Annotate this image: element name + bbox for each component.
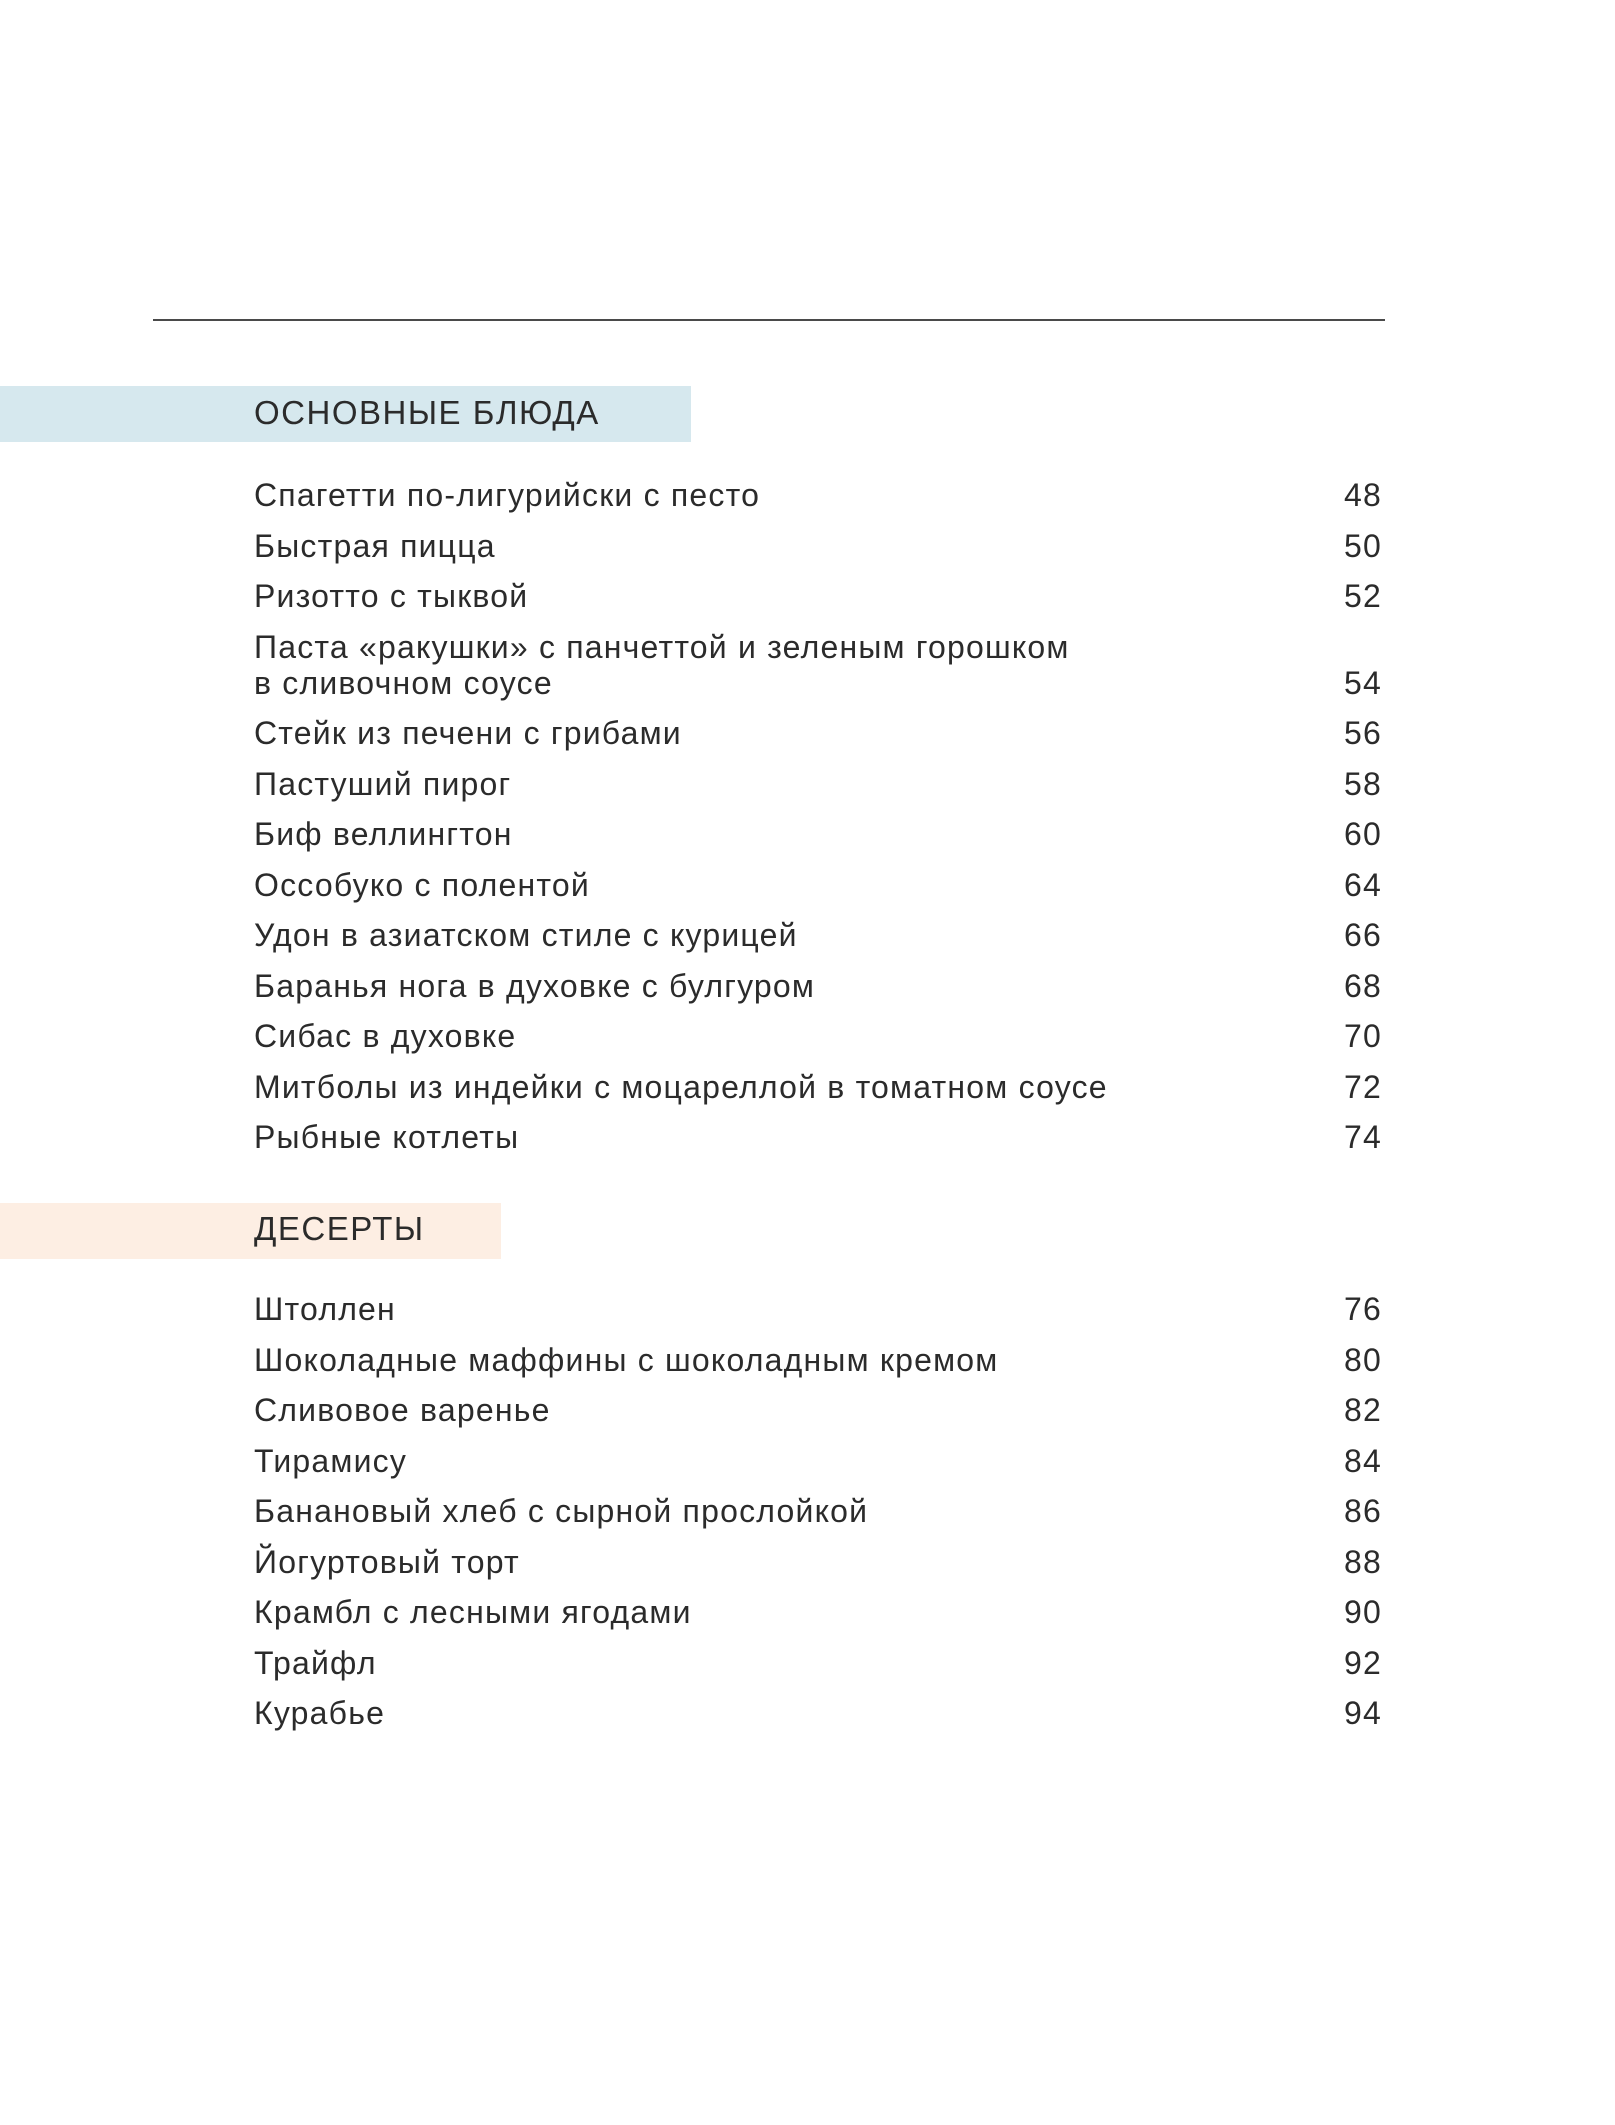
toc-entry-page: 58 [1344, 765, 1382, 802]
toc-entry[interactable] [254, 766, 1382, 802]
toc-entry-title: Рыбные котлеты [254, 1119, 520, 1155]
desserts-band [0, 1203, 501, 1259]
toc-entry-title: Удон в азиатском стиле с курицей [254, 917, 798, 953]
toc-entry[interactable] [254, 1544, 1382, 1580]
toc-entry[interactable] [254, 867, 1382, 903]
toc-entry[interactable] [254, 1018, 1382, 1054]
toc-entry[interactable] [254, 1493, 1382, 1529]
toc-entry-title: Сибас в духовке [254, 1018, 517, 1054]
toc-entry-page: 52 [1344, 578, 1382, 614]
toc-entry-title: Спагетти по-лигурийски с песто [254, 477, 761, 513]
toc-entry-page: 70 [1344, 1018, 1382, 1054]
toc-entry[interactable] [254, 1342, 1382, 1378]
toc-entry-title: Паста «ракушки» с панчеттой и зеленым горошком в сливочном соусе [254, 628, 1070, 701]
toc-entry[interactable] [254, 1594, 1382, 1630]
toc-entry[interactable] [254, 917, 1382, 953]
toc-entry[interactable] [254, 968, 1382, 1004]
toc-entry-title: Сливовое варенье [254, 1392, 551, 1428]
toc-entry-title: Быстрая пицца [254, 527, 496, 564]
toc-entry-title: Крамбл с лесными ягодами [254, 1594, 692, 1630]
toc-entry-page: 74 [1344, 1119, 1382, 1155]
main-dishes-list [254, 477, 1382, 1170]
toc-entry[interactable] [254, 1443, 1382, 1479]
top-divider [153, 319, 1385, 321]
toc-entry-page: 50 [1344, 527, 1382, 564]
toc-entry-title: Банановый хлеб с сырной прослойкой [254, 1493, 869, 1529]
toc-entry-title: Штоллен [254, 1291, 396, 1327]
toc-entry[interactable] [254, 1119, 1382, 1155]
toc-entry-title: Оссобуко с полентой [254, 866, 590, 903]
toc-entry[interactable] [254, 477, 1382, 513]
toc-entry[interactable] [254, 629, 1382, 701]
toc-entry[interactable] [254, 578, 1382, 614]
toc-entry-page: 94 [1344, 1695, 1382, 1731]
desserts-list [254, 1291, 1382, 1746]
toc-entry-title: Йогуртовый торт [254, 1543, 520, 1580]
toc-entry-page: 60 [1344, 816, 1382, 852]
toc-entry-page: 54 [1344, 664, 1382, 701]
main-dishes-heading: ОСНОВНЫЕ БЛЮДА [254, 394, 600, 431]
toc-entry-page: 64 [1344, 866, 1382, 903]
toc-entry[interactable] [254, 816, 1382, 852]
toc-entry-title: Стейк из печени с грибами [254, 715, 682, 751]
toc-entry[interactable] [254, 715, 1382, 751]
toc-entry[interactable] [254, 1069, 1382, 1105]
toc-entry-title: Шоколадные маффины с шоколадным кремом [254, 1341, 999, 1378]
toc-entry-page: 90 [1344, 1594, 1382, 1630]
toc-entry-page: 48 [1344, 477, 1382, 513]
toc-entry-page: 92 [1344, 1644, 1382, 1681]
toc-entry-page: 76 [1344, 1291, 1382, 1327]
toc-entry-title: Биф веллингтон [254, 816, 513, 852]
toc-entry-title: Курабье [254, 1695, 386, 1731]
toc-entry-page: 86 [1344, 1493, 1382, 1529]
toc-entry[interactable] [254, 1291, 1382, 1327]
toc-entry[interactable] [254, 1695, 1382, 1731]
toc-entry[interactable] [254, 1645, 1382, 1681]
toc-entry-page: 66 [1344, 917, 1382, 953]
toc-entry-title: Тирамису [254, 1442, 408, 1479]
toc-entry-page: 80 [1344, 1341, 1382, 1378]
toc-entry-title: Пастуший пирог [254, 765, 512, 802]
toc-entry-title: Трайфл [254, 1644, 377, 1681]
toc-entry-title: Баранья нога в духовке с булгуром [254, 967, 816, 1004]
toc-entry[interactable] [254, 1392, 1382, 1428]
toc-entry-page: 56 [1344, 715, 1382, 751]
toc-entry-page: 68 [1344, 967, 1382, 1004]
toc-entry[interactable] [254, 528, 1382, 564]
toc-entry-title: Митболы из индейки с моцареллой в томатном соусе [254, 1068, 1108, 1105]
desserts-heading: ДЕСЕРТЫ [254, 1210, 425, 1247]
toc-entry-page: 84 [1344, 1442, 1382, 1479]
toc-entry-title: Ризотто с тыквой [254, 578, 529, 614]
toc-entry-page: 72 [1344, 1068, 1382, 1105]
toc-entry-page: 88 [1344, 1543, 1382, 1580]
toc-entry-page: 82 [1344, 1392, 1382, 1428]
